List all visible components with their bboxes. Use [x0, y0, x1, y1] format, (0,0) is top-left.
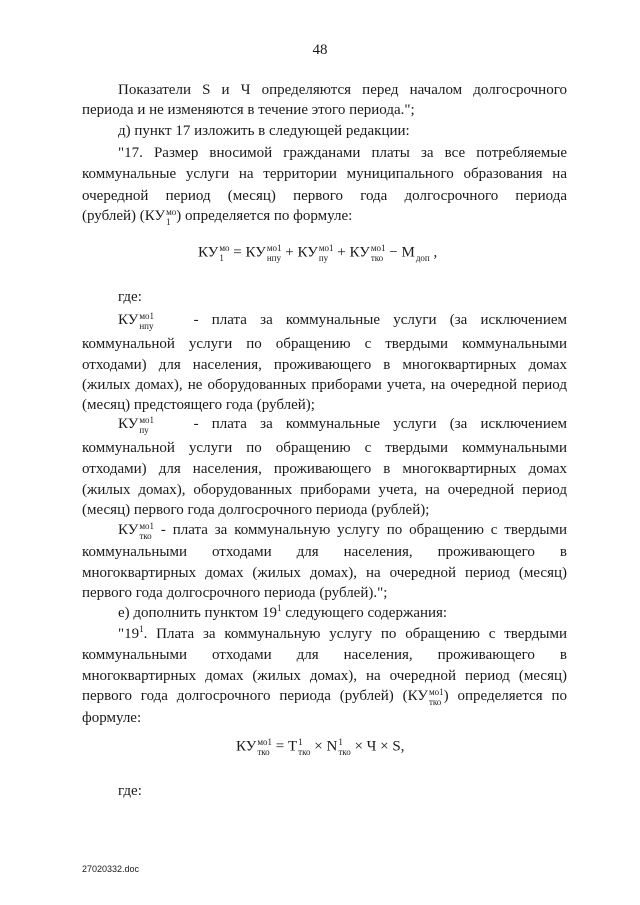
text-line: коммунальными отходами для населения, проживающего в [82, 544, 567, 560]
item-e: е) дополнить пунктом $19^1$ следующего содержания: [118, 603, 448, 621]
text-line: (месяц) первого года долгосрочного периода (рублей); [82, 502, 430, 518]
formula-ku-tko: КУ мо1 тко = Т 1 тко × N 1 тко × Ч × S, [236, 737, 405, 757]
text-line-ku-tko: первого года долгосрочного периода (рублей) (КУ мо1 тко ) определяется по [82, 686, 567, 707]
text-line: коммунальной услуги по обращению с твердыми коммунальными [82, 440, 567, 456]
text-line: (жилых домах), оборудованных приборами учета, на очередной период [82, 482, 567, 498]
text-line: коммунальной услуги по обращению с твердыми коммунальными [82, 336, 567, 352]
text-line: очередной период (месяц) первого года долгосрочного периода [82, 188, 567, 204]
text-line: периода и не изменяются в течение этого периода."; [82, 102, 415, 118]
text-line: отходами) для населения, проживающего в многоквартирных домах [82, 461, 567, 477]
text-line: формуле: [82, 710, 142, 726]
formula-ku-mo: КУ мо 1 = КУ мо1 нпу + КУ мо1 пу + КУ мо1 тко − М доп , [198, 243, 438, 263]
text-line: коммунальными отходами для населения, проживающего в [82, 647, 567, 663]
text-line: первого года долгосрочного периода (рублей)."; [82, 585, 388, 601]
text-line: "17. Размер вносимой гражданами платы за все потребляемые [118, 145, 567, 161]
text-line-ku-intro: (рублей) (КУ мо 1 ) определяется по формуле: [82, 206, 353, 227]
text-line: многоквартирных домах (жилых домах), на очередной период (месяц) [82, 565, 567, 581]
page-number: 48 [312, 42, 328, 58]
where-label: где: [118, 289, 142, 305]
text-line: (месяц) предстоящего года (рублей); [82, 397, 315, 413]
text-line: Показатели S и Ч определяются перед началом долгосрочного [118, 82, 567, 98]
definition-tko: КУ мо1 тко - плата за коммунальную услугу по обращению с твердыми [118, 520, 568, 541]
text-line: коммунальные услуги на территории муниципального образования на [82, 166, 567, 182]
text-line: д) пункт 17 изложить в следующей редакции: [118, 123, 410, 139]
definition-npu: КУ мо1 нпу - плата за коммунальные услуги (за исключением [118, 310, 567, 331]
text-line: отходами) для населения, проживающего в многоквартирных домах [82, 357, 567, 373]
where-label: где: [118, 783, 142, 799]
text-line: (жилых домах), не оборудованных приборами учета, на очередной период [82, 377, 567, 393]
text-line: многоквартирных домах (жилых домах), на очередной период (месяц) [82, 668, 567, 684]
footer-filename: 27020332.doc [82, 864, 140, 874]
paragraph-19-1: "$19^1$. Плата за коммунальную услугу по обращению с твердыми [118, 624, 567, 642]
definition-pu: КУ мо1 пу - плата за коммунальные услуги (за исключением [118, 414, 567, 435]
